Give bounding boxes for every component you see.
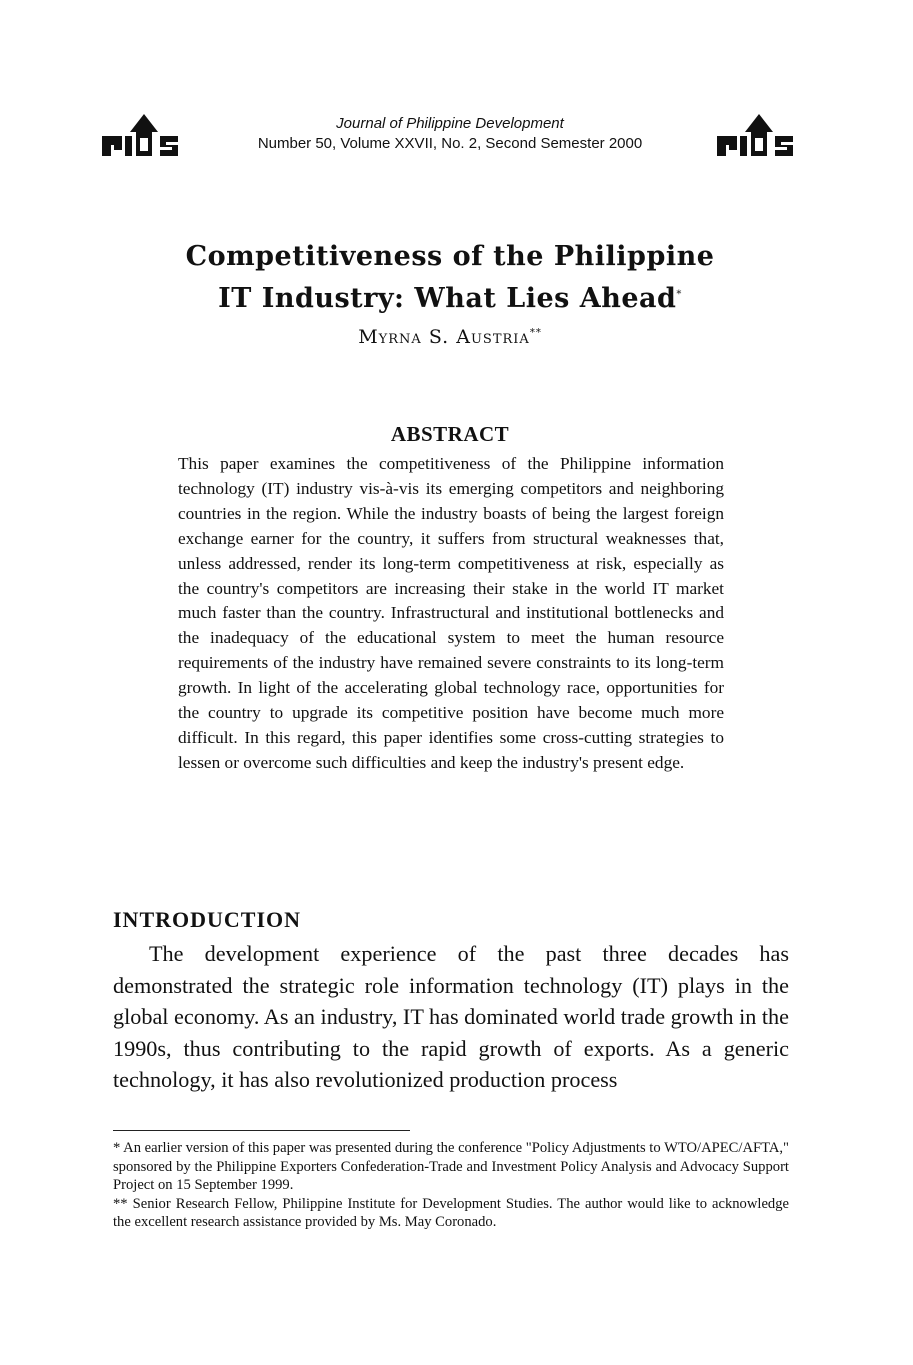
pids-logo-icon (715, 112, 795, 158)
footnote-1: * An earlier version of this paper was presented during the conference "Policy Adjustments to WTO/APEC/AFTA," sponsored by the Philippine Exporters Confederation-Trade and Investment Policy Analysis and Advocacy Support Project on 15 September 1999. (113, 1140, 789, 1193)
abstract-heading: ABSTRACT (390, 422, 510, 446)
title-footnote-marker: * (676, 289, 682, 300)
author-line (200, 326, 700, 348)
issue-info: Number 50, Volume XXVII, No. 2, Second Semester 2000 (257, 135, 643, 152)
abstract-text: This paper examines the competitiveness of the Philippine information technology (IT) industry vis-à-vis its emerging competitors and neighboring countries in the region. While the industry boasts of being the largest foreign exchange earner for the country, it suffers from structural weaknesses that, unless addressed, render its long-term competitiveness at risk, especially as the country's competitors are increasing their stake in the world IT market much faster than the country. Infrastructural and institutional bottlenecks and the inadequacy of the educational system to meet the human resource requirements of the industry have remained severe constraints to its long-term growth. In light of the accelerating global technology race, opportunities for the country to upgrade its competitive position have become much more difficult. In this regard, this paper identifies some cross-cutting strategies to lessen or overcome such difficulties and keep the industry's present edge. (178, 454, 724, 772)
journal-name: Journal of Philippine Development (336, 115, 564, 132)
journal-header (210, 114, 690, 154)
footnote-2: ** Senior Research Fellow, Philippine Institute for Development Studies. The author would like to acknowledge the excellent research assistance provided by Ms. May Coronado. (113, 1195, 789, 1230)
footnote-divider (113, 1130, 410, 1131)
introduction-paragraph: The development experience of the past three decades has demonstrated the strategic role information technology (IT) plays in the global economy. As an industry, IT has dominated world trade growth in the 1990s, thus contributing to the rapid growth of exports. As a generic technology, it has also revolutionized production process (113, 941, 789, 1092)
introduction-body (113, 938, 789, 1096)
title-line-1: Competitiveness of the Philippine (185, 241, 715, 272)
author-footnote-marker: ** (529, 327, 542, 339)
pids-logo-left (100, 112, 180, 158)
pids-logo-right (715, 112, 795, 158)
footnotes (113, 1139, 789, 1232)
introduction-heading: INTRODUCTION (113, 907, 302, 932)
paper-title (100, 238, 800, 318)
title-line-2: IT Industry: What Lies Ahead (218, 283, 677, 314)
pids-logo-icon (100, 112, 180, 158)
author-name: Myrna S. Austria (358, 326, 530, 348)
